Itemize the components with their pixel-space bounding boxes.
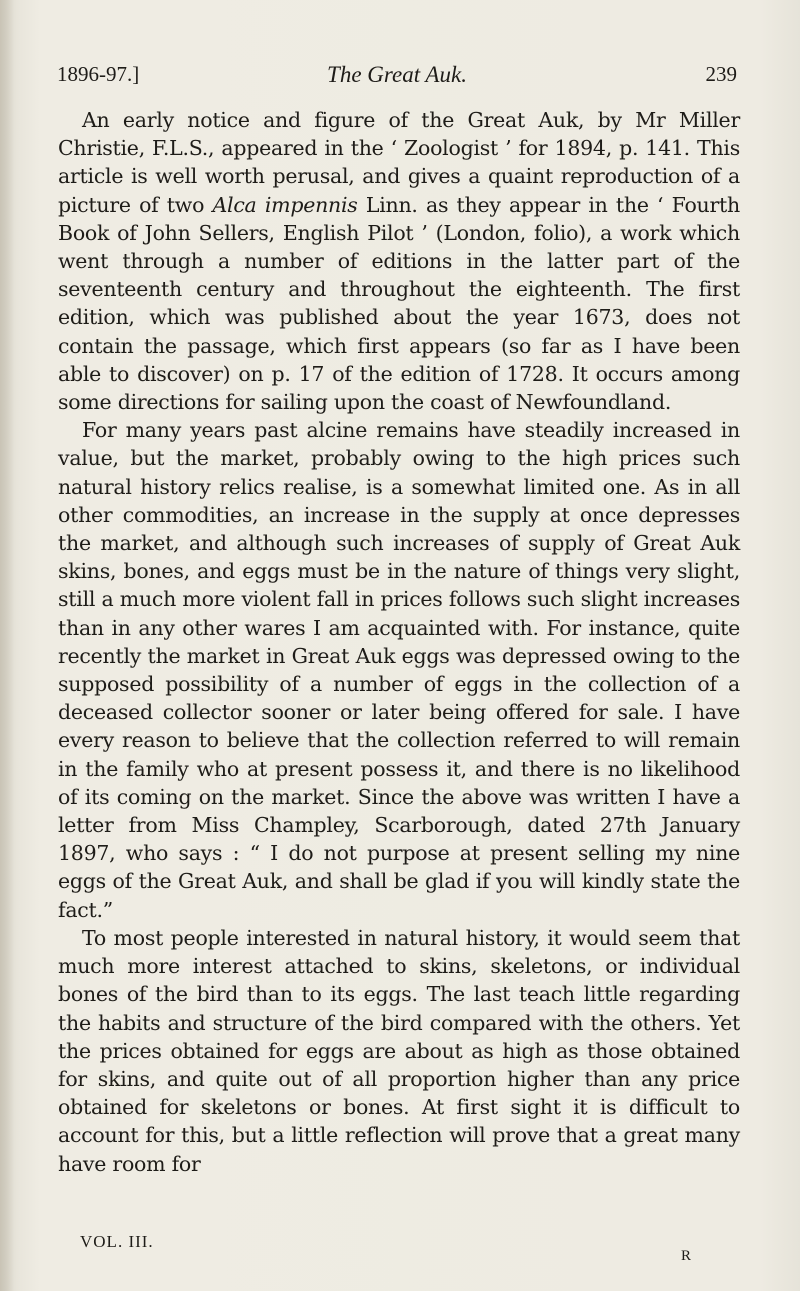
body-text [58,106,740,1178]
paragraph-1-part-2: Linn. as they appear in the ‘ Fourth Book of John Sellers, English Pilot ’ (London, folio), a work which went through a number of editions in the latter part of the seventeenth century and throughout the eighteenth. The first edition, which was published about the year 1673, does not contain the passage, which first appears (so far as I have been able to discover) on p. 17 of the edition of 1728. It occurs among some directions for sailing upon the coast of Newfoundland. [58,192,740,415]
page-gutter-shadow [0,0,14,1291]
page-number: 239 [705,62,737,86]
page-footer [80,1232,740,1272]
running-header [57,62,737,98]
paragraph-2: For many years past alcine remains have steadily increased in value, but the market, probably owing to the high prices such natural history relics realise, is a somewhat limited one. As in all other commodities, an increase in the supply at once depresses the market, and although such increases of supply of Great Auk skins, bones, and eggs must be in the nature of things very slight, still a much more violent fall in prices follows such slight increases than in any other wares I am acquainted with. For instance, quite recently the market in Great Auk eggs was depressed owing to the supposed possibility of a number of eggs in the collection of a deceased collector sooner or later being offered for sale. I have every reason to believe that the collection referred to will remain in the family who at present possess it, and there is no likelihood of its coming on the market. Since the above was written I have a letter from Miss Champley, Scarborough, dated 27th January 1897, who says : “ I do not purpose at present selling my nine eggs of the Great Auk, and shall be glad if you will kindly state the fact.” [58,418,740,922]
paragraph-3: To most people interested in natural history, it would seem that much more interest attached to skins, skeletons, or individual bones of the bird than to its eggs. The last teach little regarding the habits and structure of the bird compared with the others. Yet the prices obtained for eggs are about as high as those obtained for skins, and quite out of all proportion higher than any price obtained for skeletons or bones. At first sight it is difficult to account for this, but a little reflection will prove that a great many have room for [58,925,740,1176]
species-name: Alca impennis [212,192,358,217]
paragraph-1-part-1: An early notice and figure of the Great Auk, by Mr Miller Christie, F.L.S., appeared in the ‘ Zoologist ’ for 1894, p. 141. This article is well worth perusal, and gives a quaint reproduction of a picture of two [58,108,740,217]
header-title: The Great Auk. [327,62,467,87]
signature-mark: R [681,1248,692,1264]
paragraph-1 [58,106,740,416]
volume-mark: VOL. III. [80,1232,154,1251]
header-year: 1896-97.] [57,62,140,86]
